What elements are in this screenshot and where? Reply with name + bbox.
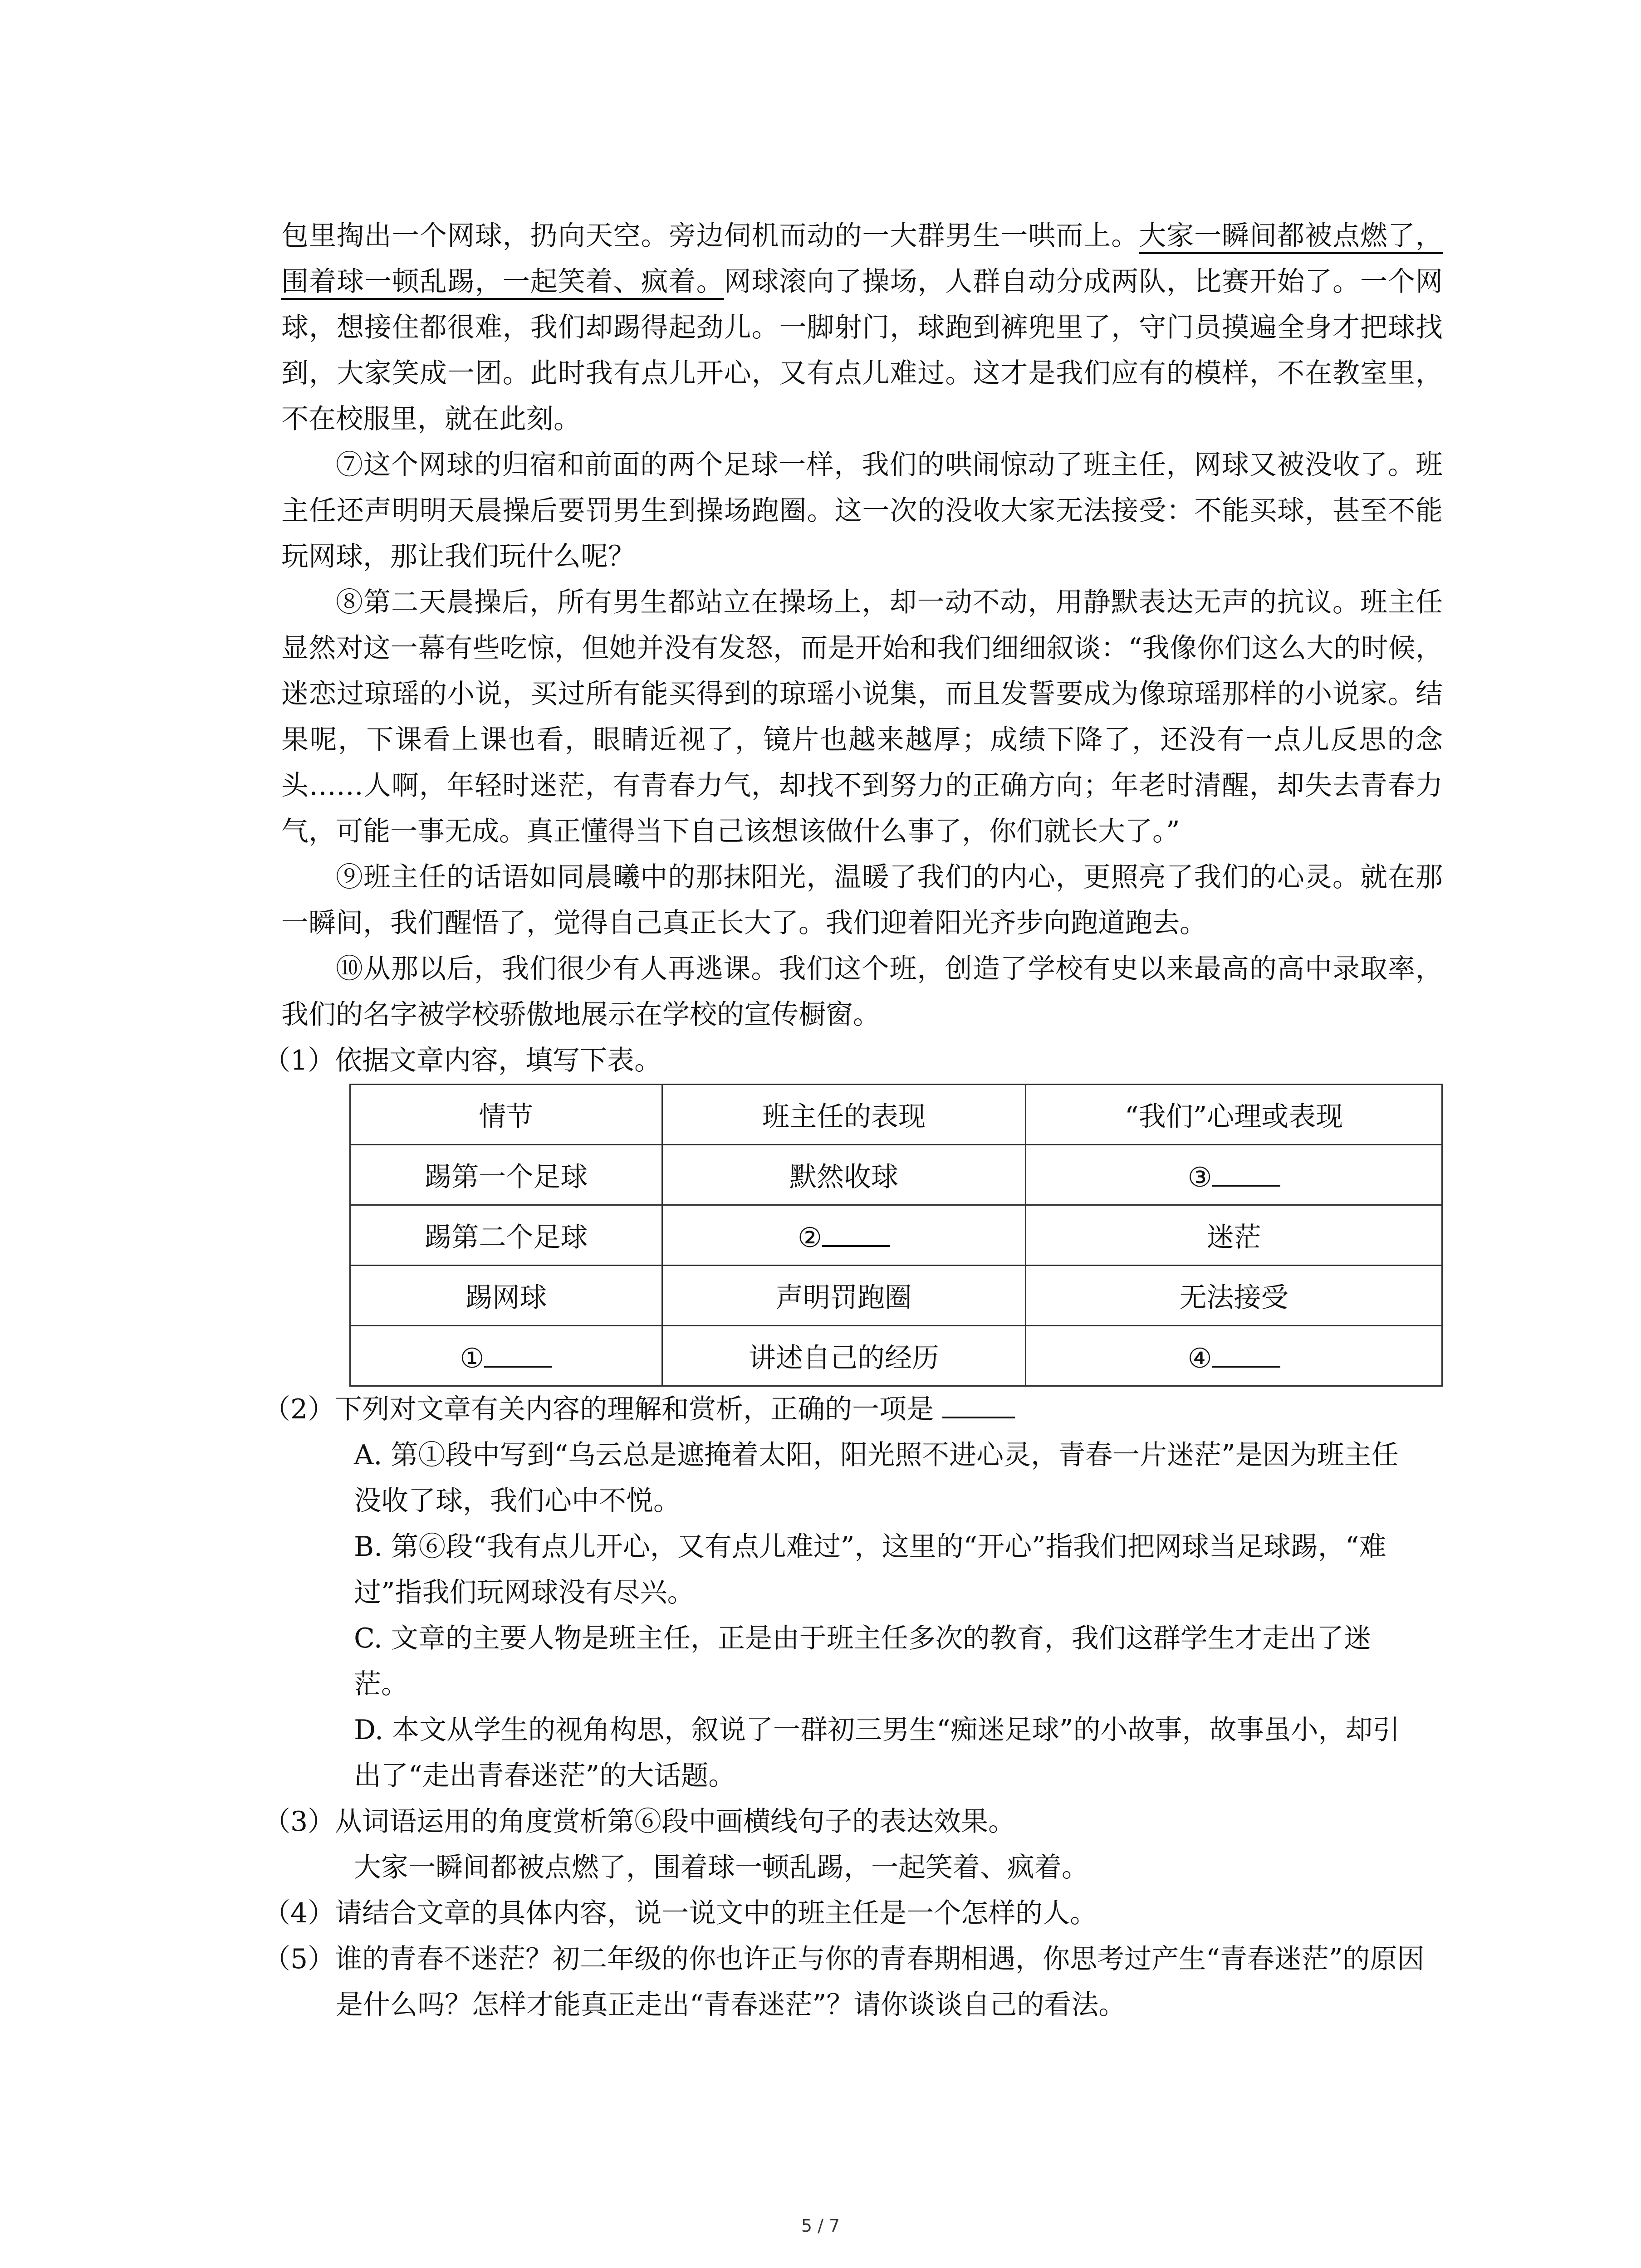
fill-in-table [349, 1084, 1443, 1387]
paragraph-8: ⑧第二天晨操后，所有男生都站立在操场上，却一动不动，用静默表达无声的抗议。班主任显然对这一幕有些吃惊，但她并没有发怒，而是开始和我们细细叙谈：“我像你们这么大的时候，迷恋过琼瑶的小说，买过所有能买得到的琼瑶小说集，而且发誓要成为像琼瑶那样的小说家。结果呢，下课看上课也看，眼睛近视了，镜片也越来越厚；成绩下降了，还没有一点儿反思的念头……人啊，年轻时迷茫，有青春力气，却找不到努力的正确方向；年老时清醒，却失去青春力气，可能一事无成。真正懂得当下自己该想该做什么事了，你们就长大了。” [281, 587, 1443, 847]
paragraph-6 [281, 213, 1443, 442]
table-row [350, 1145, 1442, 1205]
paragraph-9: ⑨班主任的话语如同晨曦中的那抹阳光，温暖了我们的内心，更照亮了我们的心灵。就在那一瞬间，我们醒悟了，觉得自己真正长大了。我们迎着阳光齐步向跑道跑去。 [281, 861, 1443, 939]
blank-line [484, 1338, 552, 1368]
table-cell-blank[interactable] [1026, 1145, 1442, 1205]
table-cell-blank[interactable] [1026, 1326, 1442, 1386]
question-3-sentence: 大家一瞬间都被点燃了，围着球一顿乱踢，一起笑着、疯着。 [354, 1852, 1089, 1883]
table-cell: 踢第一个足球 [350, 1145, 662, 1205]
blank-label: ① [460, 1342, 485, 1374]
question-4: （4）请结合文章的具体内容，说一说文中的班主任是一个怎样的人。 [263, 1897, 1097, 1929]
document-content [263, 213, 1443, 2028]
blank-label: ③ [1187, 1161, 1212, 1193]
table-cell: 声明罚跑圈 [662, 1266, 1025, 1326]
option-a: A. 第①段中写到“乌云总是遮掩着太阳，阳光照不进心灵，青春一片迷茫”是因为班主任没收了球，我们心中不悦。 [354, 1439, 1399, 1517]
blank-line [1212, 1338, 1280, 1368]
table-cell: 踢第二个足球 [350, 1205, 662, 1266]
underlined-sentence: 大家一瞬间都被点燃了，围着球一顿乱踢，一起笑着、疯着。 [281, 220, 1443, 298]
table-cell: 讲述自己的经历 [662, 1326, 1025, 1386]
option-c: C. 文章的主要人物是班主任，正是由于班主任多次的教育，我们这群学生才走出了迷茫。 [354, 1623, 1371, 1700]
option-b: B. 第⑥段“我有点儿开心，又有点儿难过”，这里的“开心”指我们把网球当足球踢，“难过”指我们玩网球没有尽兴。 [354, 1531, 1386, 1608]
page-number: 5 / 7 [801, 2216, 840, 2236]
paragraph-6-text-before: 包里掏出一个网球，扔向天空。旁边伺机而动的一大群男生一哄而上。 [281, 220, 1139, 252]
table-row [350, 1266, 1442, 1326]
question-2-text: （2）下列对文章有关内容的理解和赏析，正确的一项是 [263, 1393, 934, 1425]
table-header-plot: 情节 [350, 1085, 662, 1145]
paragraph-6-text-after: 网球滚向了操场，人群自动分成两队，比赛开始了。一个网球，想接住都很难，我们却踢得起劲儿。一脚射门，球跑到裤兜里了，守门员摸遍全身才把球找到，大家笑成一团。此时我有点儿开心，又有点儿难过。这才是我们应有的模样，不在教室里，不在校服里，就在此刻。 [281, 266, 1443, 435]
table-row [350, 1205, 1442, 1266]
table-cell: 默然收球 [662, 1145, 1025, 1205]
question-1: （1）依据文章内容，填写下表。 [263, 1045, 662, 1076]
table-cell-blank[interactable] [662, 1205, 1025, 1266]
table-cell: 无法接受 [1026, 1266, 1442, 1326]
answer-blank[interactable] [942, 1388, 1015, 1418]
table-header-row [350, 1085, 1442, 1145]
table-cell-blank[interactable] [350, 1326, 662, 1386]
question-2 [263, 1387, 1443, 1432]
paragraph-10: ⑩从那以后，我们很少有人再逃课。我们这个班，创造了学校有史以来最高的高中录取率，我们的名字被学校骄傲地展示在学校的宣传橱窗。 [281, 953, 1443, 1031]
blank-line [1212, 1157, 1280, 1187]
blank-label: ② [798, 1222, 822, 1254]
table-header-us: “我们”心理或表现 [1026, 1085, 1442, 1145]
table-cell: 迷茫 [1026, 1205, 1442, 1266]
question-5: （5）谁的青春不迷茫？初二年级的你也许正与你的青春期相遇，你思考过产生“青春迷茫”的原因是什么吗？怎样才能真正走出“青春迷茫”？请你谈谈自己的看法。 [263, 1943, 1425, 2021]
paragraph-7: ⑦这个网球的归宿和前面的两个足球一样，我们的哄闹惊动了班主任，网球又被没收了。班主任还声明明天晨操后要罚男生到操场跑圈。这一次的没收大家无法接受：不能买球，甚至不能玩网球，那让我们玩什么呢？ [281, 449, 1443, 572]
question-3: （3）从词语运用的角度赏析第⑥段中画横线句子的表达效果。 [263, 1806, 1016, 1838]
table-header-teacher: 班主任的表现 [662, 1085, 1025, 1145]
table-cell: 踢网球 [350, 1266, 662, 1326]
option-d: D. 本文从学生的视角构思，叙说了一群初三男生“痴迷足球”的小故事，故事虽小，却引出了“走出青春迷茫”的大话题。 [354, 1714, 1400, 1792]
blank-label: ④ [1187, 1342, 1212, 1374]
blank-line [822, 1217, 890, 1247]
table-row [350, 1326, 1442, 1386]
